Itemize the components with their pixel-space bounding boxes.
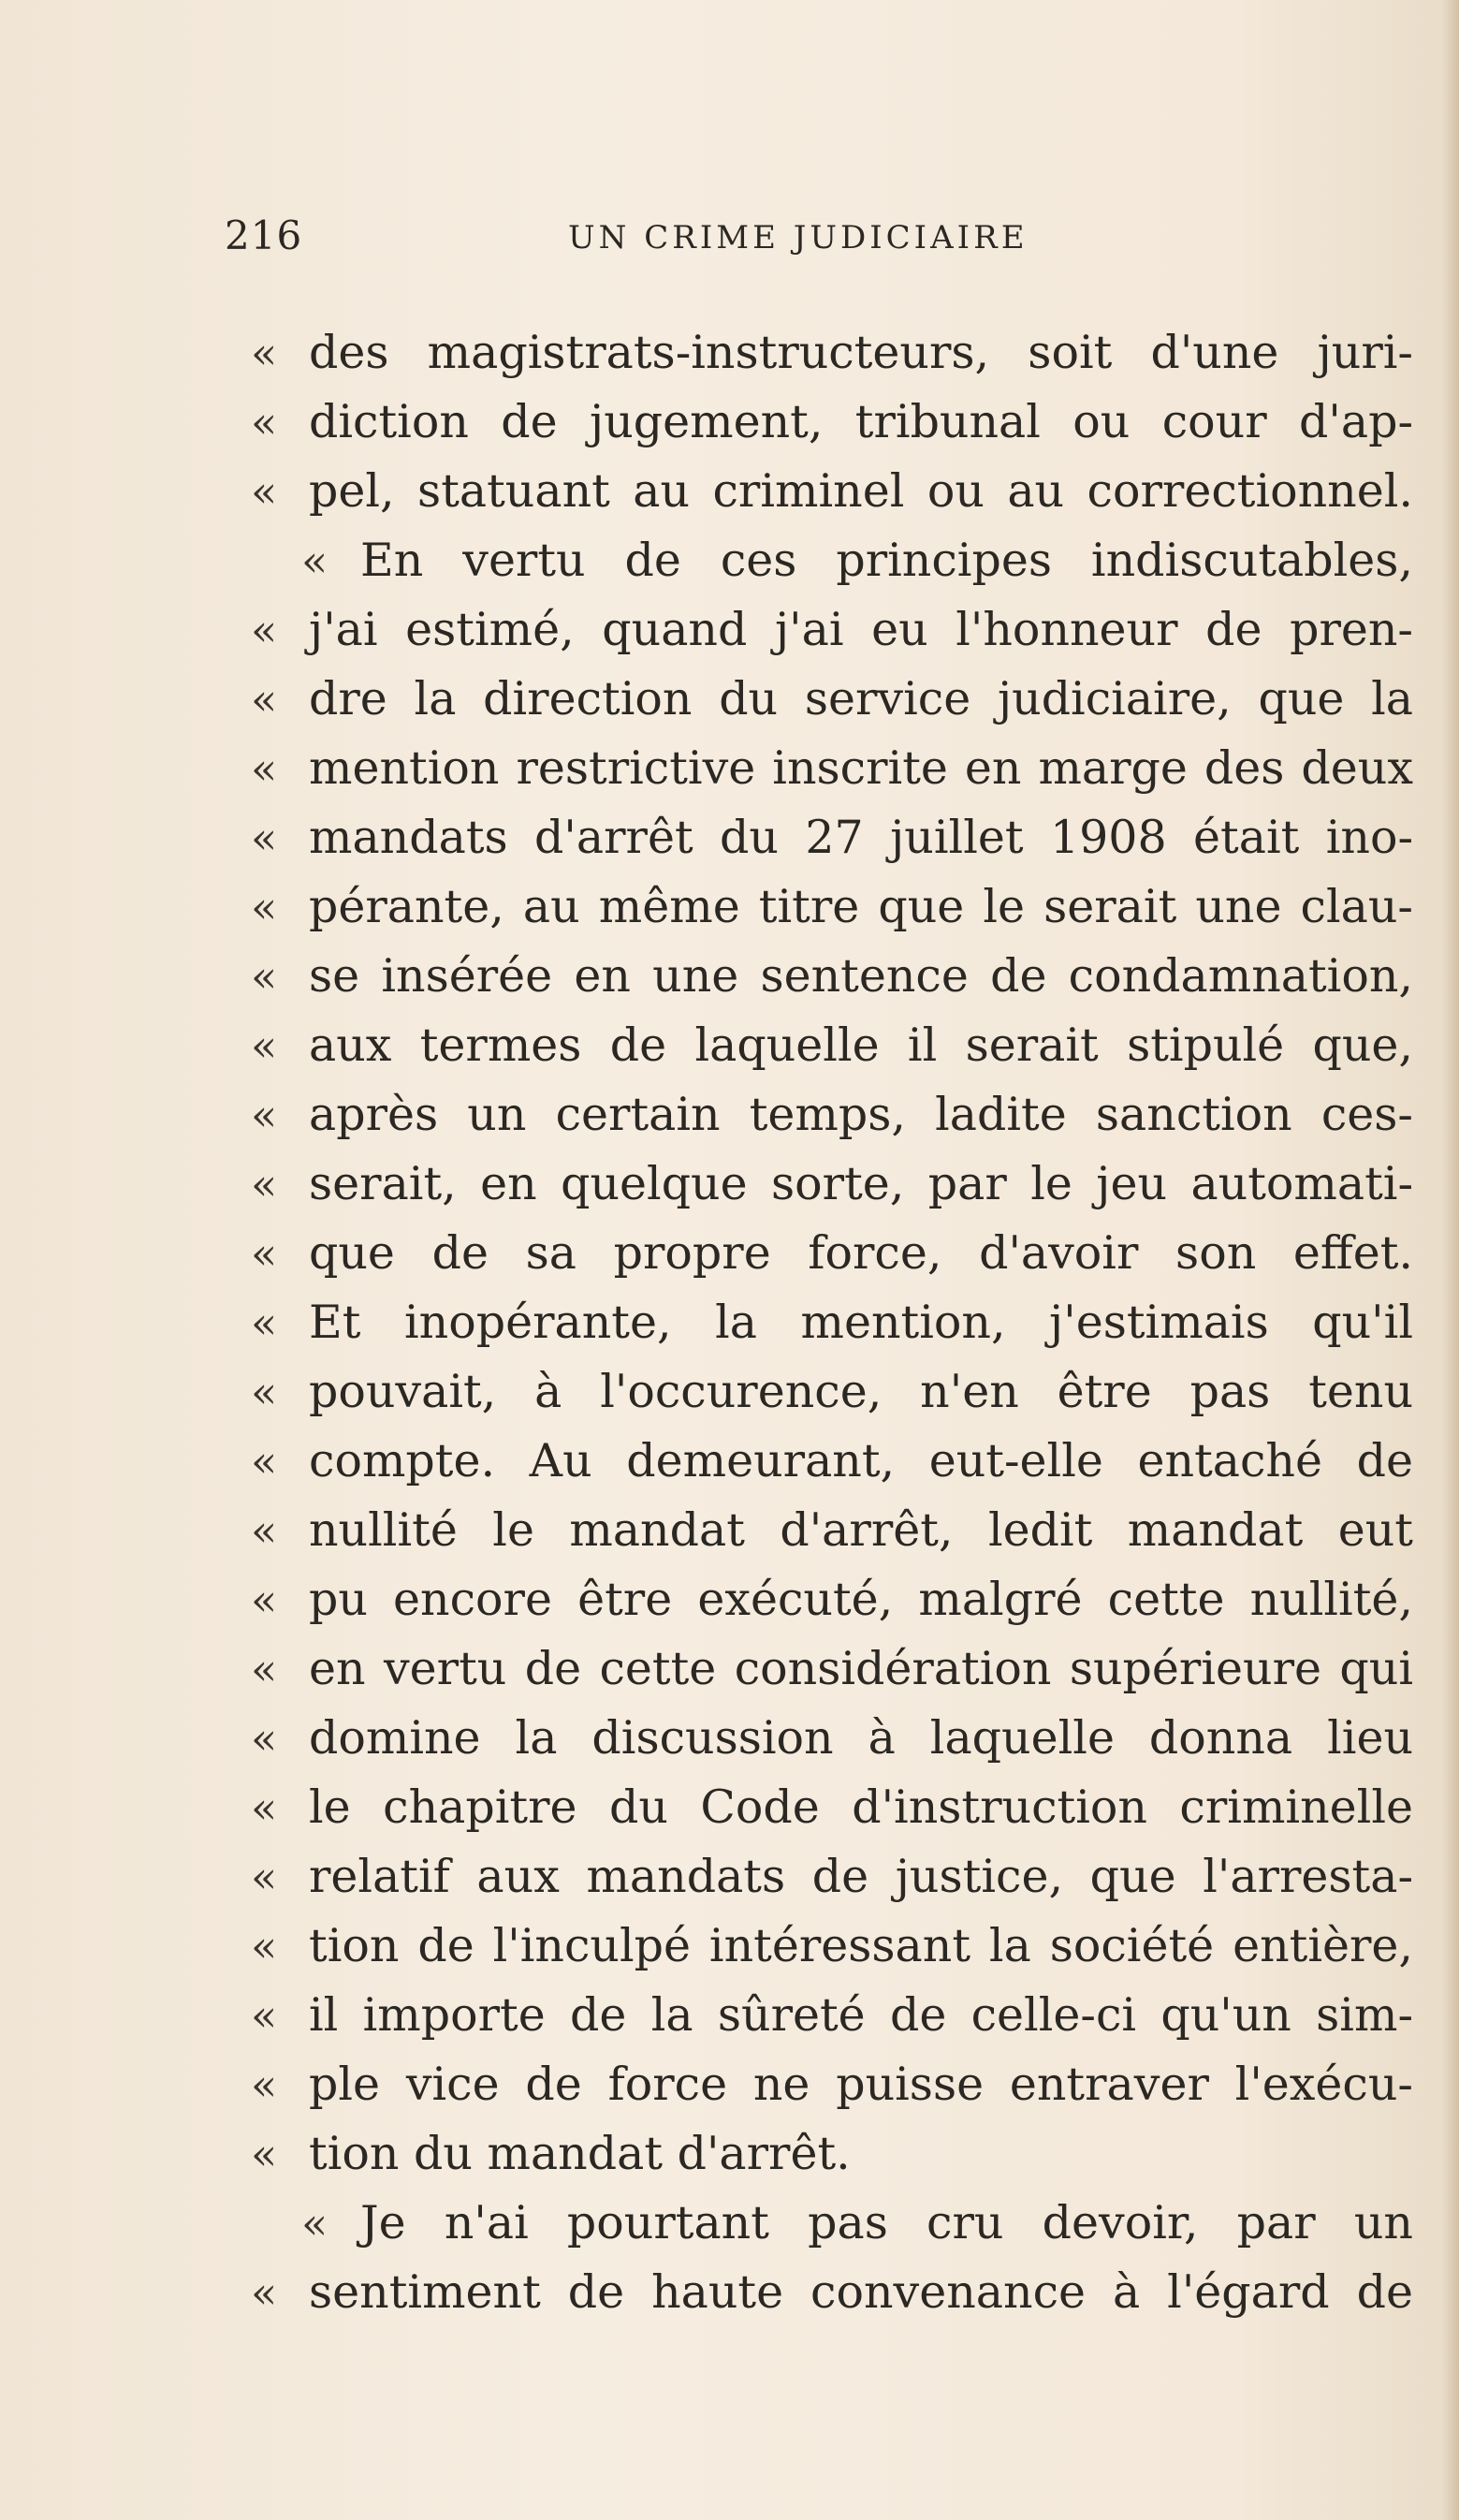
quote-mark: « — [251, 951, 278, 1002]
text-line — [0, 1773, 1459, 1842]
line-text: aux termes de laquelle il serait stipulé que, — [309, 1018, 1413, 1072]
line-text: tion du mandat d'arrêt. — [309, 2127, 851, 2180]
text-line — [0, 803, 1459, 872]
line-text: Et inopérante, la mention, j'estimais qu'il — [309, 1296, 1413, 1349]
text-line — [0, 2189, 1459, 2258]
line-text: relatif aux mandats de justice, que l'arresta- — [309, 1850, 1413, 1903]
line-text: sentiment de haute convenance à l'égard de — [309, 2265, 1413, 2319]
quote-mark: « — [251, 2059, 278, 2110]
line-text: compte. Au demeurant, eut-elle entaché de — [309, 1434, 1413, 1487]
quote-mark: « — [251, 674, 278, 725]
text-line — [0, 1496, 1459, 1565]
text-line — [0, 734, 1459, 803]
line-text: ple vice de force ne puisse entraver l'exécu- — [309, 2058, 1413, 2111]
text-line — [0, 1634, 1459, 1704]
quote-mark: « — [251, 1644, 278, 1694]
quote-mark: « — [251, 1921, 278, 1971]
quote-mark: « — [251, 1782, 278, 1833]
line-text: il importe de la sûreté de celle-ci qu'un sim- — [309, 1988, 1413, 2042]
quote-mark: « — [251, 1090, 278, 1140]
line-text: mention restrictive inscrite en marge des deux — [309, 741, 1413, 795]
quote-mark: « — [251, 1505, 278, 1556]
line-text: domine la discussion à laquelle donna lieu — [309, 1711, 1413, 1765]
quote-mark: « — [251, 882, 278, 932]
line-text: diction de jugement, tribunal ou cour d'ap- — [309, 395, 1413, 448]
text-line — [0, 1912, 1459, 1981]
line-text: tion de l'inculpé intéressant la société entière, — [309, 1919, 1413, 1972]
text-line — [0, 1080, 1459, 1150]
quote-mark: « — [251, 1852, 278, 1902]
text-line — [0, 1357, 1459, 1427]
quote-mark: « — [251, 1228, 278, 1279]
text-line — [0, 388, 1459, 457]
page-header — [225, 208, 1432, 264]
text-line — [0, 526, 1459, 595]
text-line — [0, 942, 1459, 1011]
text-line — [0, 595, 1459, 665]
text-line — [0, 318, 1459, 388]
text-line — [0, 1150, 1459, 1219]
line-text: des magistrats-instructeurs, soit d'une juri- — [309, 326, 1413, 379]
text-line — [0, 1219, 1459, 1288]
quote-mark: « — [301, 2198, 328, 2249]
quote-mark: « — [251, 1020, 278, 1071]
quote-mark: « — [251, 328, 278, 378]
line-text: nullité le mandat d'arrêt, ledit mandat eut — [309, 1503, 1413, 1557]
text-line — [0, 1842, 1459, 1912]
quote-mark: « — [251, 2129, 278, 2179]
text-line — [0, 1011, 1459, 1080]
running-title: UN CRIME JUDICIAIRE — [568, 219, 1029, 256]
line-text: pérante, au même titre que le serait une clau- — [309, 880, 1413, 933]
line-text: se insérée en une sentence de condamnation, — [309, 949, 1413, 1003]
line-text: En vertu de ces principes indiscutables, — [360, 534, 1413, 587]
quote-mark: « — [251, 1436, 278, 1487]
text-line — [0, 1288, 1459, 1357]
text-line — [0, 1981, 1459, 2050]
line-text: j'ai estimé, quand j'ai eu l'honneur de pren- — [309, 603, 1413, 656]
line-text: après un certain temps, ladite sanction ces- — [309, 1088, 1413, 1141]
line-text: en vertu de cette considération supérieure qui — [309, 1642, 1413, 1695]
text-line — [0, 872, 1459, 942]
quote-mark: « — [251, 2267, 278, 2318]
quote-mark: « — [251, 1713, 278, 1764]
quote-mark: « — [251, 1990, 278, 2041]
text-line — [0, 1704, 1459, 1773]
quote-mark: « — [251, 1297, 278, 1348]
quote-mark: « — [251, 743, 278, 794]
text-line — [0, 2050, 1459, 2119]
line-text: pu encore être exécuté, malgré cette nullité, — [309, 1573, 1413, 1626]
line-text: mandats d'arrêt du 27 juillet 1908 était ino- — [309, 811, 1413, 864]
quote-mark: « — [251, 466, 278, 517]
line-text: le chapitre du Code d'instruction criminelle — [309, 1780, 1413, 1834]
line-text: que de sa propre force, d'avoir son effet. — [309, 1226, 1413, 1280]
text-line — [0, 1565, 1459, 1634]
quote-mark: « — [251, 605, 278, 655]
text-line — [0, 665, 1459, 734]
quote-mark: « — [251, 397, 278, 447]
quote-mark: « — [251, 1575, 278, 1625]
line-text: pel, statuant au criminel ou au correctionnel. — [309, 464, 1413, 518]
quote-mark: « — [301, 535, 328, 586]
quote-mark: « — [251, 1367, 278, 1417]
quote-mark: « — [251, 1159, 278, 1209]
line-text: dre la direction du service judiciaire, que la — [309, 672, 1413, 725]
page-number: 216 — [225, 212, 303, 258]
line-text: Je n'ai pourtant pas cru devoir, par un — [360, 2196, 1413, 2249]
text-line — [0, 457, 1459, 526]
text-line — [0, 2119, 1459, 2189]
line-text: serait, en quelque sorte, par le jeu automati- — [309, 1157, 1413, 1210]
text-line — [0, 2258, 1459, 2327]
line-text: pouvait, à l'occurence, n'en être pas tenu — [309, 1365, 1413, 1418]
quote-mark: « — [251, 813, 278, 863]
text-line — [0, 1427, 1459, 1496]
